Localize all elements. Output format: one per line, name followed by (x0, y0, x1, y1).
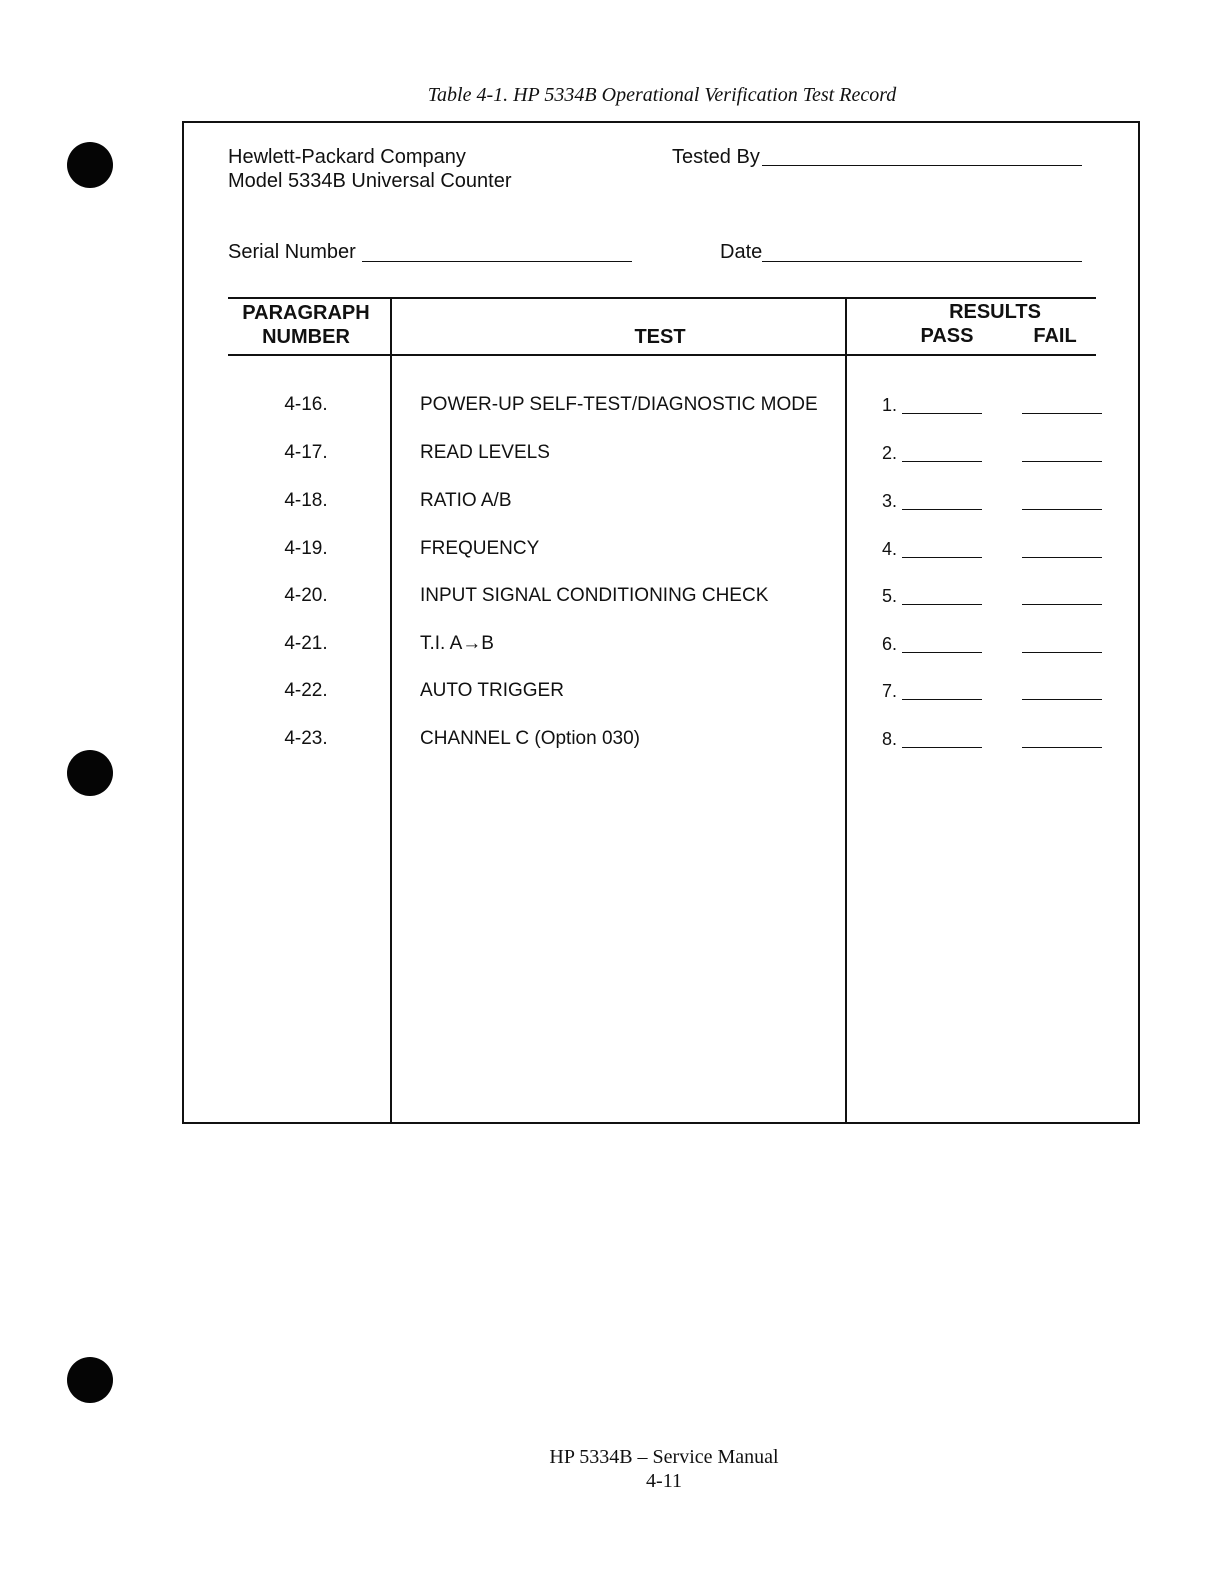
result-index: 3. (882, 491, 898, 511)
test-name: INPUT SIGNAL CONDITIONING CHECK (420, 585, 769, 606)
test-name: POWER-UP SELF-TEST/DIAGNOSTIC MODE (420, 394, 818, 415)
paragraph-number: 4-17. (284, 442, 328, 463)
result-index: 7. (882, 681, 898, 701)
test-header: TEST (634, 326, 686, 348)
date-label: Date (720, 241, 763, 263)
pass-header: PASS (920, 325, 974, 347)
pass-field[interactable] (902, 747, 982, 748)
test-name: AUTO TRIGGER (420, 680, 564, 701)
table-caption: Table 4-1. HP 5334B Operational Verification Test Record (427, 84, 897, 106)
model-name: Model 5334B Universal Counter (228, 170, 512, 192)
table-top-rule (228, 297, 1096, 299)
result-index: 6. (882, 634, 898, 654)
test-name: T.I. A→B (420, 633, 494, 654)
test-name: CHANNEL C (Option 030) (420, 728, 640, 749)
fail-field[interactable] (1022, 604, 1102, 605)
fail-header: FAIL (1033, 325, 1077, 347)
result-index: 8. (882, 729, 898, 749)
pass-field[interactable] (902, 699, 982, 700)
binder-hole (67, 1357, 113, 1403)
column-divider (845, 298, 847, 1124)
result-index: 1. (882, 395, 898, 415)
binder-hole (67, 750, 113, 796)
tested-by-label: Tested By (672, 146, 760, 168)
paragraph-number: 4-23. (284, 728, 328, 749)
fail-field[interactable] (1022, 747, 1102, 748)
pass-field[interactable] (902, 461, 982, 462)
pass-field[interactable] (902, 604, 982, 605)
date-field[interactable] (762, 261, 1082, 262)
fail-field[interactable] (1022, 557, 1102, 558)
test-name: READ LEVELS (420, 442, 550, 463)
result-index: 4. (882, 539, 898, 559)
paragraph-number: 4-19. (284, 538, 328, 559)
footer-manual-title: HP 5334B – Service Manual (549, 1446, 779, 1468)
test-name: FREQUENCY (420, 538, 540, 559)
result-index: 2. (882, 443, 898, 463)
paragraph-number: 4-18. (284, 490, 328, 511)
fail-field[interactable] (1022, 461, 1102, 462)
paragraph-header-line1: PARAGRAPH (242, 302, 370, 324)
serial-number-label: Serial Number (228, 241, 356, 263)
pass-field[interactable] (902, 557, 982, 558)
test-name: RATIO A/B (420, 490, 512, 511)
pass-field[interactable] (902, 413, 982, 414)
pass-field[interactable] (902, 652, 982, 653)
paragraph-number: 4-22. (284, 680, 328, 701)
fail-field[interactable] (1022, 413, 1102, 414)
table-header-rule (228, 354, 1096, 356)
binder-hole (67, 142, 113, 188)
fail-field[interactable] (1022, 699, 1102, 700)
pass-field[interactable] (902, 509, 982, 510)
results-header: RESULTS (949, 301, 1041, 323)
fail-field[interactable] (1022, 509, 1102, 510)
company-name: Hewlett-Packard Company (228, 146, 466, 168)
paragraph-number: 4-20. (284, 585, 328, 606)
fail-field[interactable] (1022, 652, 1102, 653)
serial-number-field[interactable] (362, 261, 632, 262)
paragraph-header-line2: NUMBER (262, 326, 350, 348)
paragraph-number: 4-16. (284, 394, 328, 415)
page-number: 4-11 (646, 1470, 682, 1492)
paragraph-number: 4-21. (284, 633, 328, 654)
tested-by-field[interactable] (762, 165, 1082, 166)
test-record-frame (182, 121, 1140, 1124)
result-index: 5. (882, 586, 898, 606)
paragraph-header (228, 301, 384, 349)
column-divider (390, 298, 392, 1124)
